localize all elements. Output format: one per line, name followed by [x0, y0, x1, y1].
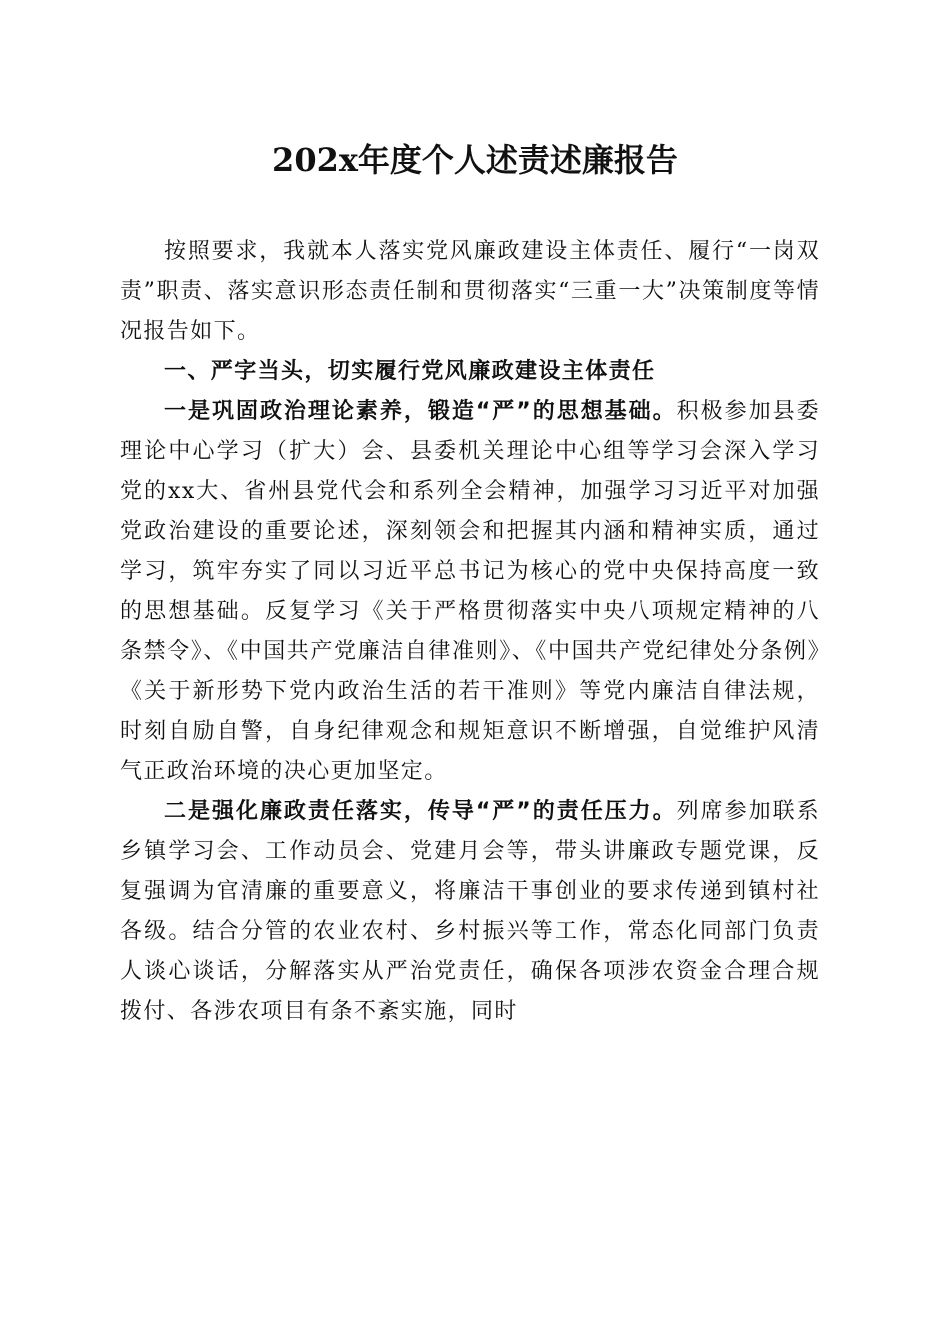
point-two-lead: 二是强化廉政责任落实，传导“严”的责任压力。: [164, 799, 677, 824]
point-one-paragraph: [120, 392, 820, 792]
point-one-text: 积极参加县委理论中心学习（扩大）会、县委机关理论中心组等学习会深入学习党的xx大、省州县党代会和系列全会精神，加强学习习近平对加强党政治建设的重要论述，深刻领会和把握其内涵和精神实质，通过学习，筑牢夯实了同以习近平总书记为核心的党中央保持高度一致的思想基础。反复学习《关于严格贯彻落实中央八项规定精神的八条禁令》、《中国共产党廉洁自律准则》、《中国共产党纪律处分条例》《关于新形势下党内政治生活的若干准则》等党内廉洁自律法规，时刻自励自警，自身纪律观念和规矩意识不断增强，自觉维护风清气正政治环境的决心更加坚定。: [120, 399, 820, 784]
document-body: [120, 232, 820, 1032]
section-heading: 一、严字当头，切实履行党风廉政建设主体责任: [164, 359, 656, 384]
document-title: 202x年度个人述责述廉报告: [272, 141, 678, 179]
point-one-lead: 一是巩固政治理论素养，锻造“严”的思想基础。: [164, 399, 677, 424]
point-two-text: 列席参加联系乡镇学习会、工作动员会、党建月会等，带头讲廉政专题党课，反复强调为官清廉的重要意义，将廉洁干事创业的要求传递到镇村社各级。结合分管的农业农村、乡村振兴等工作，常态化同部门负责人谈心谈话，分解落实从严治党责任，确保各项涉农资金合理合规拨付、各涉农项目有条不紊实施，同时: [120, 799, 820, 1024]
intro-paragraph: 按照要求，我就本人落实党风廉政建设主体责任、履行“一岗双责”职责、落实意识形态责任制和贯彻落实“三重一大”决策制度等情况报告如下。: [120, 239, 820, 344]
point-two-paragraph: [120, 792, 820, 1032]
